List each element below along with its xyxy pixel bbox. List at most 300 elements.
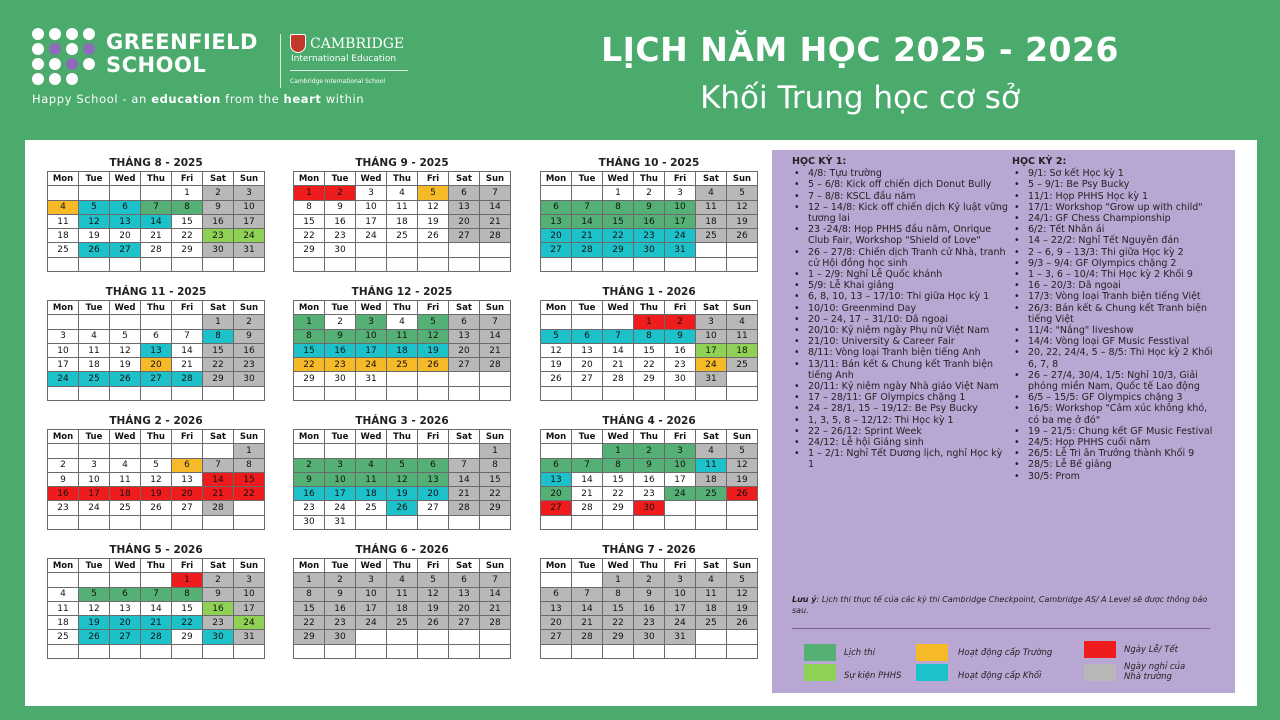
calendar-day: 25 (48, 243, 79, 257)
calendar-day: 18 (48, 229, 79, 243)
calendar-day: 19 (727, 472, 758, 486)
calendar-day: 20 (141, 358, 172, 372)
calendar-empty-cell (665, 386, 696, 400)
calendar-day: 5 (141, 458, 172, 472)
weekday-header: Sat (696, 301, 727, 315)
calendar-day: 11 (696, 458, 727, 472)
calendar-empty-cell (356, 515, 387, 529)
semester-2-list (1012, 168, 1220, 482)
event-item: • 12 – 14/8: Kick off chiến dịch Kỷ luật vững tương lai (792, 202, 1010, 224)
month-calendar (540, 414, 758, 530)
calendar-day: 1 (634, 315, 665, 329)
event-item: • 19 – 21/5: Chung kết GF Music Festival (1012, 426, 1220, 437)
calendar-day: 31 (665, 630, 696, 644)
event-item: • 1 – 2/9: Nghỉ Lễ Quốc khánh (792, 269, 1010, 280)
legend-hoat-dong-khoi: Hoạt động cấp Khối (958, 671, 1042, 681)
calendar-day: 19 (727, 214, 758, 228)
calendar-empty-cell (325, 644, 356, 658)
calendar-empty-cell (634, 644, 665, 658)
calendar-day: 16 (203, 214, 234, 228)
calendar-day: 30 (234, 372, 265, 386)
month-calendar (293, 414, 511, 530)
calendar-day: 26 (418, 358, 449, 372)
calendar-day: 13 (541, 472, 572, 486)
calendar-day: 25 (387, 229, 418, 243)
calendar-day: 17 (48, 358, 79, 372)
calendar-empty-cell (634, 515, 665, 529)
calendar-day: 24 (665, 229, 696, 243)
calendar-empty-cell (541, 186, 572, 200)
weekday-header: Mon (541, 172, 572, 186)
calendar-day: 29 (603, 501, 634, 515)
calendar-day: 1 (603, 573, 634, 587)
calendar-day: 2 (203, 573, 234, 587)
calendar-empty-cell (603, 315, 634, 329)
calendar-day: 13 (449, 329, 480, 343)
event-item: • 6/2: Tết Nhân ái (1012, 224, 1220, 235)
calendar-day: 21 (572, 616, 603, 630)
calendar-day: 24 (325, 501, 356, 515)
calendar-day: 20 (110, 229, 141, 243)
school-logo: GREENFIELD SCHOOL CAMBRIDGE International Education Cambridge International School Happy School - an education from the heart within (32, 28, 412, 108)
calendar-empty-cell (387, 644, 418, 658)
calendar-day: 23 (634, 487, 665, 501)
event-item: • 24/1: GF Chess Championship (1012, 213, 1220, 224)
weekday-header: Fri (172, 172, 203, 186)
calendar-empty-cell (325, 444, 356, 458)
weekday-header: Sat (203, 172, 234, 186)
calendar-day: 17 (696, 343, 727, 357)
calendar-day: 14 (449, 472, 480, 486)
calendar-empty-cell (480, 644, 511, 658)
legend-swatch-hoat-dong-khoi (916, 664, 948, 681)
calendar-day: 30 (634, 501, 665, 515)
weekday-header: Sun (234, 172, 265, 186)
calendar-day: 7 (203, 458, 234, 472)
calendar-day: 13 (449, 587, 480, 601)
calendar-day: 1 (203, 315, 234, 329)
weekday-header: Sat (696, 559, 727, 573)
calendar-day: 16 (325, 601, 356, 615)
calendar-day: 23 (325, 229, 356, 243)
calendar-day: 1 (172, 186, 203, 200)
month-calendar (293, 285, 511, 401)
weekday-header: Fri (172, 559, 203, 573)
calendar-day: 3 (325, 458, 356, 472)
calendar-day: 9 (634, 200, 665, 214)
calendar-day: 3 (665, 186, 696, 200)
calendar-day: 25 (48, 630, 79, 644)
calendar-day: 3 (696, 315, 727, 329)
calendar-empty-cell (203, 515, 234, 529)
event-item: • 2 – 6, 9 – 13/3: Thi giữa Học kỳ 2 (1012, 247, 1220, 258)
calendar-day: 1 (172, 573, 203, 587)
event-item: • 24 – 28/1, 15 – 19/12: Be Psy Bucky (792, 403, 1010, 414)
calendar-day: 30 (325, 243, 356, 257)
calendar-empty-cell (294, 257, 325, 271)
calendar-day: 20 (449, 601, 480, 615)
calendar-day: 9 (325, 200, 356, 214)
calendar-day: 22 (203, 358, 234, 372)
calendar-day: 23 (665, 358, 696, 372)
calendar-day: 25 (696, 487, 727, 501)
calendar-day: 25 (696, 616, 727, 630)
calendar-day: 11 (356, 472, 387, 486)
semester-2-title: HỌC KỲ 2: (1012, 156, 1067, 167)
calendar-day: 20 (449, 214, 480, 228)
weekday-header: Sat (449, 559, 480, 573)
calendar-day: 3 (234, 573, 265, 587)
calendar-day: 17 (325, 487, 356, 501)
month-calendar (540, 543, 758, 659)
calendar-day: 6 (541, 458, 572, 472)
calendar-day: 10 (696, 329, 727, 343)
calendar-day: 19 (79, 616, 110, 630)
weekday-header: Fri (418, 172, 449, 186)
weekday-header: Thu (387, 301, 418, 315)
month-title: THÁNG 2 - 2026 (109, 415, 203, 427)
weekday-header: Fri (172, 430, 203, 444)
calendar-day: 6 (110, 587, 141, 601)
calendar-empty-cell (172, 315, 203, 329)
calendar-day: 4 (48, 200, 79, 214)
calendar-empty-cell (387, 386, 418, 400)
calendar-day: 25 (356, 501, 387, 515)
calendar-empty-cell (48, 315, 79, 329)
calendar-day: 23 (325, 616, 356, 630)
calendar-day: 26 (79, 630, 110, 644)
calendar-day: 19 (387, 487, 418, 501)
school-name: GREENFIELD SCHOOL (106, 30, 258, 77)
calendar-day: 3 (48, 329, 79, 343)
calendar-empty-cell (449, 386, 480, 400)
calendar-day: 2 (634, 186, 665, 200)
calendar-day: 4 (48, 587, 79, 601)
calendar-day: 19 (79, 229, 110, 243)
calendar-empty-cell (418, 630, 449, 644)
calendar-empty-cell (141, 186, 172, 200)
calendar-empty-cell (203, 644, 234, 658)
calendar-day: 3 (356, 186, 387, 200)
calendar-day: 26 (418, 616, 449, 630)
calendar-day: 11 (727, 329, 758, 343)
calendar-day: 17 (234, 601, 265, 615)
calendar-day: 3 (665, 573, 696, 587)
calendar-day: 17 (356, 214, 387, 228)
weekday-header: Tue (572, 559, 603, 573)
calendar-empty-cell (141, 386, 172, 400)
calendar-empty-cell (634, 257, 665, 271)
calendar-day: 30 (203, 630, 234, 644)
calendar-empty-cell (480, 630, 511, 644)
calendar-day: 18 (110, 487, 141, 501)
calendar-day: 24 (696, 358, 727, 372)
calendar-day: 14 (572, 472, 603, 486)
event-item: • 7 – 8/8: KSCL đầu năm (792, 191, 1010, 202)
calendar-day: 17 (665, 214, 696, 228)
calendar-day: 18 (387, 343, 418, 357)
calendar-day: 25 (387, 358, 418, 372)
calendar-day: 23 (294, 501, 325, 515)
calendar-day: 17 (665, 601, 696, 615)
calendar-day: 9 (203, 587, 234, 601)
calendar-day: 27 (541, 630, 572, 644)
weekday-header: Sat (203, 559, 234, 573)
calendar-day: 12 (727, 587, 758, 601)
calendar-empty-cell (449, 630, 480, 644)
calendar-day: 18 (79, 358, 110, 372)
calendar-day: 23 (325, 358, 356, 372)
calendar-day: 8 (603, 200, 634, 214)
calendar-empty-cell (541, 386, 572, 400)
calendar-day: 31 (325, 515, 356, 529)
calendar-day: 29 (294, 372, 325, 386)
weekday-header: Sat (696, 172, 727, 186)
calendar-day: 12 (418, 200, 449, 214)
event-item: • 30/5: Prom (1012, 471, 1220, 482)
calendar-day: 16 (634, 472, 665, 486)
calendar-day: 24 (665, 616, 696, 630)
calendar-day: 12 (387, 472, 418, 486)
calendar-day: 29 (603, 243, 634, 257)
calendar-day: 14 (572, 214, 603, 228)
calendar-day: 14 (141, 601, 172, 615)
event-item: • 6, 8, 10, 13 – 17/10: Thi giữa Học kỳ 1 (792, 291, 1010, 302)
calendar-empty-cell (48, 515, 79, 529)
calendar-empty-cell (234, 644, 265, 658)
calendar-day: 28 (449, 501, 480, 515)
calendar-empty-cell (665, 257, 696, 271)
calendar-day: 17 (79, 487, 110, 501)
calendar-empty-cell (141, 257, 172, 271)
calendar-day: 13 (541, 601, 572, 615)
calendar-day: 21 (603, 358, 634, 372)
calendar-empty-cell (696, 386, 727, 400)
weekday-header: Sat (203, 430, 234, 444)
calendar-day: 28 (203, 501, 234, 515)
month-calendar (47, 414, 265, 530)
calendar-day: 23 (203, 229, 234, 243)
calendar-day: 24 (665, 487, 696, 501)
calendar-day: 30 (203, 243, 234, 257)
calendar-day: 18 (696, 601, 727, 615)
calendar-day: 26 (727, 616, 758, 630)
calendar-empty-cell (634, 386, 665, 400)
calendar-empty-cell (603, 644, 634, 658)
event-item: • 20/10: Kỷ niệm ngày Phụ nữ Việt Nam (792, 325, 1010, 336)
calendar-day: 27 (418, 501, 449, 515)
event-item: • 9/3 – 9/4: GF Olympics chặng 2 (1012, 258, 1220, 269)
weekday-header: Fri (665, 172, 696, 186)
calendar-empty-cell (110, 386, 141, 400)
calendar-empty-cell (449, 372, 480, 386)
calendar-empty-cell (110, 444, 141, 458)
calendar-day: 28 (141, 243, 172, 257)
calendar-day: 30 (634, 630, 665, 644)
weekday-header: Sun (234, 430, 265, 444)
calendar-empty-cell (665, 501, 696, 515)
calendar-empty-cell (48, 257, 79, 271)
semester-1-title: HỌC KỲ 1: (792, 156, 847, 167)
calendar-empty-cell (696, 243, 727, 257)
weekday-header: Sun (727, 301, 758, 315)
event-item: • 26 – 27/8: Chiến dịch Tranh cử Nhà, tranh cử Hội đồng học sinh (792, 247, 1010, 269)
calendar-day: 2 (665, 315, 696, 329)
calendar-day: 18 (387, 214, 418, 228)
calendar-day: 4 (387, 573, 418, 587)
calendar-empty-cell (449, 257, 480, 271)
weekday-header: Mon (48, 430, 79, 444)
event-item: • 21/10: University & Career Fair (792, 336, 1010, 347)
calendar-empty-cell (110, 573, 141, 587)
weekday-header: Sat (203, 301, 234, 315)
calendar-day: 23 (234, 358, 265, 372)
weekday-header: Tue (572, 301, 603, 315)
calendar-empty-cell (110, 186, 141, 200)
weekday-header: Sun (480, 172, 511, 186)
event-item: • 10/10: Greenmind Day (792, 303, 1010, 314)
calendar-day: 7 (603, 329, 634, 343)
month-calendar (47, 285, 265, 401)
calendar-day: 22 (634, 358, 665, 372)
calendar-day: 6 (449, 573, 480, 587)
calendar-empty-cell (480, 257, 511, 271)
page-subtitle: Khối Trung học cơ sở (700, 80, 1020, 116)
calendar-day: 29 (294, 243, 325, 257)
calendar-empty-cell (665, 515, 696, 529)
event-item: • 26/3: Bán kết & Chung kết Tranh biện tiếng Việt (1012, 303, 1220, 325)
month-title: THÁNG 11 - 2025 (105, 286, 207, 298)
calendar-day: 27 (110, 243, 141, 257)
calendar-day: 26 (141, 501, 172, 515)
calendar-day: 24 (48, 372, 79, 386)
calendar-day: 28 (572, 501, 603, 515)
calendar-day: 16 (234, 343, 265, 357)
calendar-day: 16 (634, 214, 665, 228)
calendar-empty-cell (727, 372, 758, 386)
weekday-header: Thu (141, 172, 172, 186)
weekday-header: Wed (110, 559, 141, 573)
calendar-day: 9 (203, 200, 234, 214)
event-item: • 24/5: Họp PHHS cuối năm (1012, 437, 1220, 448)
calendar-day: 26 (110, 372, 141, 386)
weekday-header: Mon (294, 559, 325, 573)
calendar-empty-cell (727, 501, 758, 515)
weekday-header: Mon (294, 301, 325, 315)
calendar-day: 21 (203, 487, 234, 501)
calendar-empty-cell (356, 444, 387, 458)
calendar-day: 31 (665, 243, 696, 257)
calendar-day: 8 (203, 329, 234, 343)
calendar-day: 7 (480, 315, 511, 329)
calendar-day: 2 (48, 458, 79, 472)
calendar-day: 15 (172, 214, 203, 228)
weekday-header: Tue (325, 430, 356, 444)
calendar-day: 16 (634, 601, 665, 615)
calendar-day: 10 (356, 587, 387, 601)
calendar-day: 24 (234, 616, 265, 630)
calendar-day: 29 (480, 501, 511, 515)
calendar-day: 1 (603, 444, 634, 458)
calendar-day: 30 (325, 372, 356, 386)
calendar-day: 4 (387, 315, 418, 329)
calendar-empty-cell (387, 243, 418, 257)
calendar-day: 2 (634, 444, 665, 458)
calendar-day: 22 (603, 487, 634, 501)
calendar-day: 17 (356, 343, 387, 357)
calendar-empty-cell (79, 257, 110, 271)
calendar-day: 8 (603, 587, 634, 601)
calendar-empty-cell (418, 243, 449, 257)
calendar-empty-cell (387, 257, 418, 271)
calendar-day: 16 (294, 487, 325, 501)
calendar-empty-cell (356, 630, 387, 644)
calendar-day: 15 (203, 343, 234, 357)
weekday-header: Tue (325, 172, 356, 186)
school-tagline: Happy School - an education from the heart within (32, 92, 365, 106)
calendar-day: 19 (418, 601, 449, 615)
calendar-day: 5 (387, 458, 418, 472)
calendar-day: 12 (727, 200, 758, 214)
calendar-day: 23 (203, 616, 234, 630)
calendar-day: 5 (79, 200, 110, 214)
calendar-day: 24 (356, 358, 387, 372)
calendar-day: 21 (572, 229, 603, 243)
weekday-header: Tue (79, 301, 110, 315)
calendar-day: 3 (356, 315, 387, 329)
calendar-day: 9 (48, 472, 79, 486)
calendar-day: 6 (418, 458, 449, 472)
event-item: • 17 – 28/11: GF Olympics chặng 1 (792, 392, 1010, 403)
calendar-day: 16 (325, 343, 356, 357)
weekday-header: Sun (727, 430, 758, 444)
event-item: • 17/3: Vòng loại Tranh biện tiếng Việt (1012, 291, 1220, 302)
calendar-empty-cell (696, 257, 727, 271)
calendar-day: 14 (141, 214, 172, 228)
calendar-day: 12 (79, 214, 110, 228)
weekday-header: Sun (234, 559, 265, 573)
calendar-day: 11 (696, 587, 727, 601)
month-title: THÁNG 7 - 2026 (602, 544, 696, 556)
calendar-empty-cell (234, 386, 265, 400)
calendar-day: 7 (572, 587, 603, 601)
calendar-day: 6 (541, 200, 572, 214)
calendar-day: 19 (418, 214, 449, 228)
calendar-day: 8 (480, 458, 511, 472)
calendar-day: 4 (356, 458, 387, 472)
calendar-empty-cell (665, 644, 696, 658)
weekday-header: Mon (541, 301, 572, 315)
calendar-day: 13 (141, 343, 172, 357)
calendar-empty-cell (418, 386, 449, 400)
calendar-empty-cell (110, 515, 141, 529)
weekday-header: Sun (727, 172, 758, 186)
weekday-header: Fri (418, 430, 449, 444)
month-calendar (47, 543, 265, 659)
calendar-day: 12 (141, 472, 172, 486)
calendar-day: 14 (480, 587, 511, 601)
calendar-empty-cell (79, 315, 110, 329)
calendar-empty-cell (141, 644, 172, 658)
calendar-day: 22 (603, 229, 634, 243)
calendar-day: 27 (449, 616, 480, 630)
month-calendar (47, 156, 265, 272)
calendar-empty-cell (48, 573, 79, 587)
calendar-day: 7 (572, 200, 603, 214)
calendar-day: 15 (603, 601, 634, 615)
calendar-empty-cell (696, 644, 727, 658)
logo-dots-icon (32, 28, 94, 86)
